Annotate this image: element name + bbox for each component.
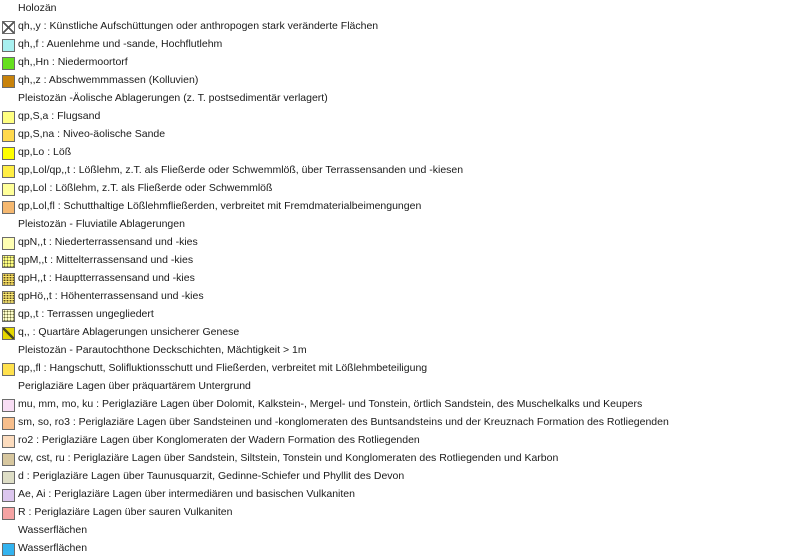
legend-entry-label: cw, cst, ru : Periglaziäre Lagen über Sandstein, Siltstein, Tonstein und Konglomeraten des Rotliegenden und Karbon [18, 452, 559, 464]
legend-entry-r [0, 504, 810, 522]
legend-swatch [2, 111, 15, 124]
legend-entry-qp-lo [0, 144, 810, 162]
legend-entry-label: Ae, Ai : Periglaziäre Lagen über intermediären und basischen Vulkaniten [18, 488, 355, 500]
legend-entry-label: q,, : Quartäre Ablagerungen unsicherer Genese [18, 326, 240, 338]
legend-entry-label: qp,S,a : Flugsand [18, 110, 101, 122]
legend-section-heading [0, 378, 810, 396]
legend-swatch [2, 327, 15, 340]
legend-swatch [2, 57, 15, 70]
legend-entry-d [0, 468, 810, 486]
legend-entry-qh-f [0, 36, 810, 54]
legend-entry-label: qp,Lo : Löß [18, 146, 72, 158]
legend-heading-label: Holozän [18, 2, 57, 14]
legend-heading-label: Periglaziäre Lagen über präquartärem Untergrund [18, 380, 251, 392]
legend-entry-label: qp,Lol,fl : Schutthaltige Lößlehmfließerden, verbreitet mit Fremdmaterialbeimengungen [18, 200, 422, 212]
legend-section-heading [0, 216, 810, 234]
legend-entry-qp-t [0, 306, 810, 324]
legend-swatch [2, 147, 15, 160]
legend-entry-wasserflaechen [0, 540, 810, 558]
legend-swatch [2, 165, 15, 178]
legend-entry-qp-lol [0, 180, 810, 198]
legend-entry-qpn-t [0, 234, 810, 252]
legend-swatch [2, 237, 15, 250]
legend-entry-label: qp,,t : Terrassen ungegliedert [18, 308, 154, 320]
legend-entry-label: qp,,fl : Hangschutt, Solifluktionsschutt und Fließerden, verbreitet mit Lößlehmbeteiligung [18, 362, 428, 374]
legend-swatch [2, 471, 15, 484]
legend-entry-qph-t [0, 270, 810, 288]
legend-entry-label: qp,Lol : Lößlehm, z.T. als Fließerde oder Schwemmlöß [18, 182, 273, 194]
legend-entry-mu-mm-mo-ku [0, 396, 810, 414]
legend-entry-label: qpH,,t : Hauptterrassensand und -kies [18, 272, 195, 284]
legend-heading-label: Pleistozän - Fluviatile Ablagerungen [18, 218, 185, 230]
legend-entry-label: R : Periglaziäre Lagen über sauren Vulkaniten [18, 506, 233, 518]
legend-entry-label: qh,,z : Abschwemmmassen (Kolluvien) [18, 74, 199, 86]
legend-section-heading [0, 522, 810, 540]
legend-swatch [2, 273, 15, 286]
legend-entry-label: qpHö,,t : Höhenterrassensand und -kies [18, 290, 204, 302]
legend-swatch [2, 453, 15, 466]
legend-entry-label: Wasserflächen [18, 542, 88, 554]
legend-swatch [2, 75, 15, 88]
legend-entry-q [0, 324, 810, 342]
legend-section-heading [0, 90, 810, 108]
legend-entry-qh-hn [0, 54, 810, 72]
legend-entry-label: ro2 : Periglaziäre Lagen über Konglomeraten der Wadern Formation des Rotliegenden [18, 434, 420, 446]
legend-section-heading [0, 0, 810, 18]
legend-swatch [2, 201, 15, 214]
legend-entry-qpm-t [0, 252, 810, 270]
legend-entry-qp-lol-qp-t [0, 162, 810, 180]
legend-entry-ro2 [0, 432, 810, 450]
legend-heading-label: Pleistozän - Parautochthone Deckschichten, Mächtigkeit > 1m [18, 344, 307, 356]
legend-entry-label: qpN,,t : Niederterrassensand und -kies [18, 236, 198, 248]
legend-swatch [2, 291, 15, 304]
legend-entry-sm-so-ro3 [0, 414, 810, 432]
legend-swatch [2, 399, 15, 412]
legend-entry-cw-cst-ru [0, 450, 810, 468]
legend-swatch [2, 363, 15, 376]
legend-entry-qh-z [0, 72, 810, 90]
legend-heading-label: Wasserflächen [18, 524, 88, 536]
legend-entry-qp-s-a [0, 108, 810, 126]
legend-entry-label: qpM,,t : Mittelterrassensand und -kies [18, 254, 194, 266]
legend-entry-label: qh,,f : Auenlehme und -sande, Hochflutlehm [18, 38, 223, 50]
legend-entry-qp-fl [0, 360, 810, 378]
legend-swatch [2, 129, 15, 142]
legend-entry-ae-ai [0, 486, 810, 504]
legend-entry-label: d : Periglaziäre Lagen über Taunusquarzit, Gedinne-Schiefer und Phyllit des Devon [18, 470, 405, 482]
legend-swatch [2, 543, 15, 556]
legend-entry-label: qp,Lol/qp,,t : Lößlehm, z.T. als Fließerde oder Schwemmlöß, über Terrassensanden und -kiesen [18, 164, 464, 176]
legend-entry-qphoe-t [0, 288, 810, 306]
legend-swatch [2, 39, 15, 52]
legend-section-heading [0, 342, 810, 360]
legend-swatch [2, 417, 15, 430]
legend-swatch [2, 255, 15, 268]
legend-entry-label: qh,,y : Künstliche Aufschüttungen oder anthropogen stark veränderte Flächen [18, 20, 379, 32]
legend-heading-label: Pleistozän -Äolische Ablagerungen (z. T. postsedimentär verlagert) [18, 92, 328, 104]
legend-swatch [2, 435, 15, 448]
legend-entry-qp-s-na [0, 126, 810, 144]
legend-swatch [2, 507, 15, 520]
legend-swatch [2, 183, 15, 196]
legend-entry-qp-lol-fl [0, 198, 810, 216]
legend-entry-label: qp,S,na : Niveo-äolische Sande [18, 128, 166, 140]
legend-entry-label: sm, so, ro3 : Periglaziäre Lagen über Sandsteinen und -konglomeraten des Buntsandsteins und der Kreuznach Formation des Rotliegenden [18, 416, 669, 428]
legend-swatch [2, 21, 15, 34]
legend-entry-qh-y [0, 18, 810, 36]
legend-entry-label: mu, mm, mo, ku : Periglaziäre Lagen über Dolomit, Kalkstein-, Mergel- und Tonstein, örtlich Sandstein, des Muschelkalks und Keupers [18, 398, 643, 410]
legend-swatch [2, 309, 15, 322]
legend-entry-label: qh,,Hn : Niedermoortorf [18, 56, 128, 68]
legend-swatch [2, 489, 15, 502]
